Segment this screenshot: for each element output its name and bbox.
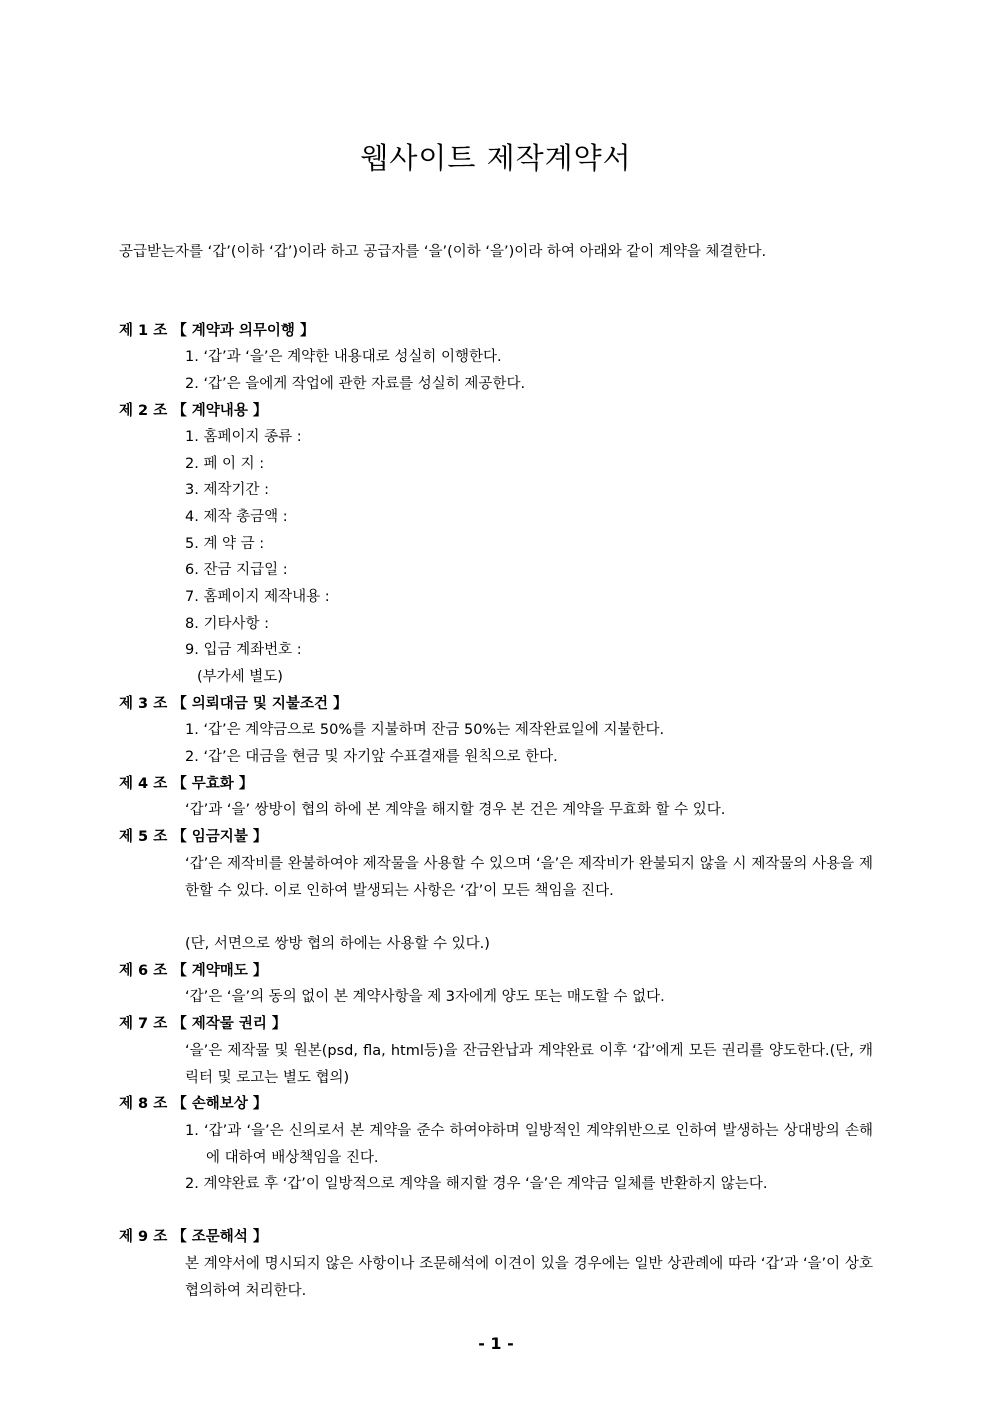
article-1-item-2: 2. ‘갑’은 을에게 작업에 관한 자료를 성실히 제공한다.: [185, 376, 526, 392]
article-3-item-2: 2. ‘갑’은 대금을 현금 및 자기앞 수표결재를 원칙으로 한다.: [185, 749, 558, 765]
article-7-heading: 제 7 조 【 제작물 권리 】: [119, 1016, 287, 1032]
article-1-item-1: 1. ‘갑’과 ‘을’은 계약한 내용대로 성실히 이행한다.: [185, 349, 502, 365]
document-title: 웹사이트 제작계약서: [360, 141, 632, 175]
article-7-text: ‘을’은 제작물 및 원본(psd, fla, html등)을 잔금완납과 계약완료 이후 ‘갑’에게 모든 권리를 양도한다.(단, 캐릭터 및 로고는 별도 협의): [185, 1043, 873, 1086]
article-1-heading: 제 1 조 【 계약과 의무이행 】: [119, 323, 315, 339]
article-2-item-8: 8. 기타사항 :: [185, 616, 269, 632]
page-number: - 1 -: [478, 1334, 514, 1353]
article-2-item-5: 5. 계 약 금 :: [185, 536, 265, 552]
article-9-heading: 제 9 조 【 조문해석 】: [119, 1229, 268, 1245]
article-6-heading: 제 6 조 【 계약매도 】: [119, 963, 268, 979]
article-2-item-9: 9. 입금 계좌번호 :: [185, 642, 302, 658]
article-5-heading: 제 5 조 【 임금지불 】: [119, 829, 268, 845]
article-2-item-3: 3. 제작기간 :: [185, 482, 269, 498]
article-9-text: 본 계약서에 명시되지 않은 사항이나 조문해석에 이견이 있을 경우에는 일반 상관례에 따라 ‘갑’과 ‘을’이 상호 협의하여 처리한다.: [185, 1256, 873, 1299]
article-4-text: ‘갑’과 ‘을’ 쌍방이 협의 하에 본 계약을 해지할 경우 본 건은 계약을 무효화 할 수 있다.: [185, 802, 726, 818]
article-4-heading: 제 4 조 【 무효화 】: [119, 776, 254, 792]
article-2-item-7: 7. 홈페이지 제작내용 :: [185, 589, 330, 605]
article-2-vat-note: (부가세 별도): [197, 669, 283, 685]
article-6-text: ‘갑’은 ‘을’의 동의 없이 본 계약사항을 제 3자에게 양도 또는 매도할 수 없다.: [185, 989, 665, 1005]
article-8-item-1: 1. ‘갑’과 ‘을’은 신의로서 본 계약을 준수 하여야하며 일방적인 계약위반으로 인하여 발생하는 상대방의 손해에 대하여 배상책임을 진다.: [185, 1123, 873, 1166]
article-8-item-2: 2. 계약완료 후 ‘갑’이 일방적으로 계약을 해지할 경우 ‘을’은 계약금 일체를 반환하지 않는다.: [185, 1176, 768, 1192]
article-2-item-2: 2. 페 이 지 :: [185, 456, 265, 472]
article-5-note: (단, 서면으로 쌍방 협의 하에는 사용할 수 있다.): [185, 936, 490, 952]
article-2-item-1: 1. 홈페이지 종류 :: [185, 429, 302, 445]
article-2-heading: 제 2 조 【 계약내용 】: [119, 403, 268, 419]
article-3-heading: 제 3 조 【 의뢰대금 및 지불조건 】: [119, 696, 348, 712]
article-2-item-6: 6. 잔금 지급일 :: [185, 562, 288, 578]
intro-paragraph: 공급받는자를 ‘갑’(이하 ‘갑’)이라 하고 공급자를 ‘을’(이하 ‘을’)이라 하여 아래와 같이 계약을 체결한다.: [119, 244, 767, 260]
article-5-text: ‘갑’은 제작비를 완불하여야 제작물을 사용할 수 있으며 ‘을’은 제작비가 완불되지 않을 시 제작물의 사용을 제한할 수 있다. 이로 인하여 발생되는 사항은 ‘갑’이 모든 책임을 진다.: [185, 856, 873, 899]
article-8-heading: 제 8 조 【 손해보상 】: [119, 1096, 268, 1112]
article-2-item-4: 4. 제작 총금액 :: [185, 509, 288, 525]
article-3-item-1: 1. ‘갑’은 계약금으로 50%를 지불하며 잔금 50%는 제작완료일에 지불한다.: [185, 722, 665, 738]
